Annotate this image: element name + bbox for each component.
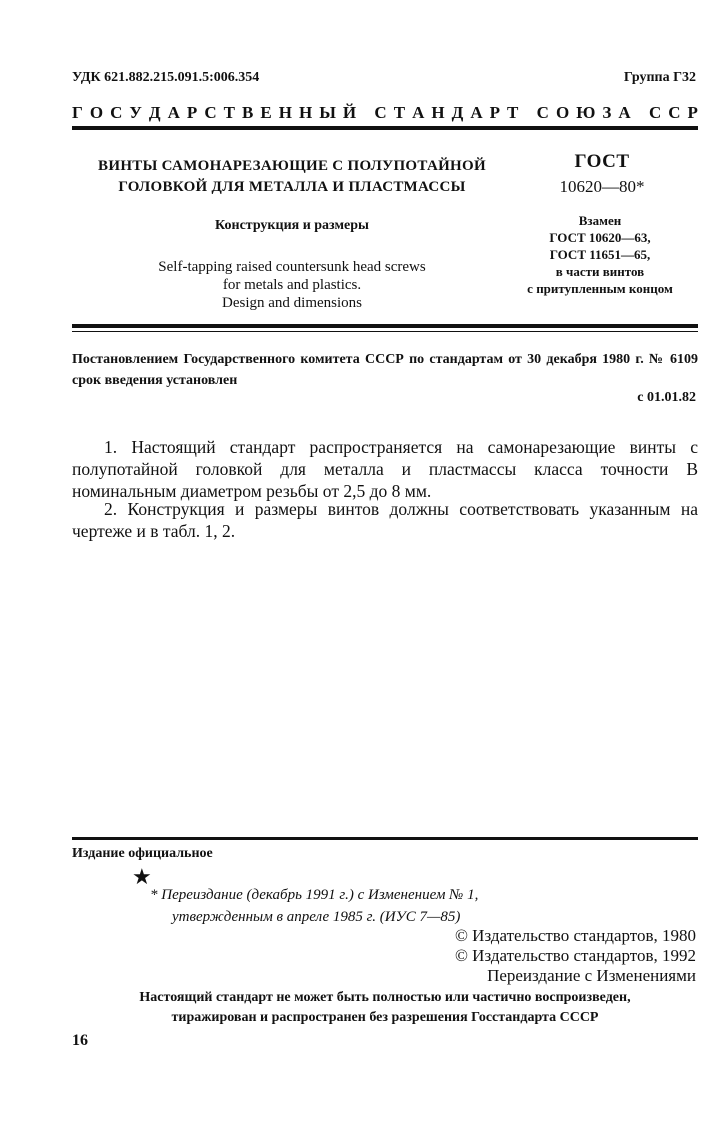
reissue-with-changes: Переиздание с Изменениями [487, 966, 696, 985]
header-rule [72, 126, 698, 130]
heading-letter: А [167, 103, 180, 122]
heading-letter: Н [278, 103, 292, 122]
heading-letter: С [110, 103, 123, 122]
heading-letter: Ю [576, 103, 596, 122]
replaces-block [500, 212, 700, 297]
page-number: 16 [72, 1032, 88, 1049]
heading-letter: Г [72, 103, 83, 122]
gost-label: ГОСТ [574, 151, 630, 172]
heading-letter: Е [260, 103, 272, 122]
replaces-line-1: ГОСТ 10620—63, [549, 230, 651, 245]
english-title-line-2: for metals and plastics. [222, 277, 362, 293]
replaces-line-2: ГОСТ 11651—65, [549, 247, 651, 262]
document-title [72, 156, 512, 198]
heading-letter: Н [298, 103, 313, 122]
heading-letter: Р [186, 103, 198, 122]
heading-letter: Н [431, 103, 445, 122]
heading-letter: А [618, 103, 631, 122]
heading-letter: С [536, 103, 549, 122]
heading-letter: С [374, 103, 387, 122]
title-rule-thin [72, 331, 698, 332]
udk-code: УДК 621.882.215.091.5:006.354 [72, 70, 260, 85]
heading-letter: А [412, 103, 425, 122]
heading-letter: Т [223, 103, 235, 122]
heading-letter: Й [342, 103, 357, 122]
effective-date: с 01.01.82 [637, 390, 696, 405]
footer-rule [72, 837, 698, 840]
reissue-line-2: утвержденным в апреле 1985 г. (ИУС 7—85) [172, 909, 461, 925]
heading-letter: Ы [319, 103, 336, 122]
heading-letter [525, 103, 529, 123]
replaces-line-3: в части винтов [555, 264, 645, 279]
heading-letter [638, 103, 642, 123]
official-edition-label: Издание официальное [72, 846, 213, 861]
star-icon: ★ [132, 864, 152, 889]
group-code: Группа Г32 [623, 70, 696, 85]
state-standard-heading [72, 103, 698, 123]
heading-letter: Т [507, 103, 519, 122]
warning-line-1: Настоящий стандарт не может быть полностью или частично воспроизведен, [139, 990, 631, 1005]
copyright-1980: © Издательство стандартов, 1980 [455, 926, 696, 945]
english-title-line-1: Self-tapping raised countersunk head screws [158, 259, 426, 275]
replaces-label: Взамен [578, 213, 622, 228]
heading-letter: З [602, 103, 612, 122]
reproduction-warning [72, 988, 698, 1028]
warning-line-2: тиражирован и распространен без разрешения Госстандарта СССР [171, 1010, 599, 1025]
heading-letter: С [668, 103, 681, 122]
heading-letter: В [241, 103, 254, 122]
reissue-line-1: * Переиздание (декабрь 1991 г.) с Изменением № 1, [150, 887, 479, 903]
heading-letter: Д [148, 103, 161, 122]
gost-number: 10620—80* [559, 177, 645, 196]
replaces-line-4: с притупленным концом [527, 281, 673, 296]
heading-letter: Р [489, 103, 501, 122]
paragraph-2 [72, 498, 698, 542]
document-subtitle: Конструкция и размеры [215, 218, 369, 233]
title-rule-thick [72, 324, 698, 328]
heading-letter [363, 103, 367, 123]
english-title [92, 258, 492, 312]
heading-letter: У [129, 103, 142, 122]
heading-letter: С [204, 103, 217, 122]
title-line-2: ГОЛОВКОЙ ДЛЯ МЕТАЛЛА И ПЛАСТМАССЫ [118, 179, 466, 195]
decree-text: Постановлением Государственного комитета СССР по стандартам от 30 декабря 1980 г. № 6109 срок введения установлен [72, 352, 698, 388]
paragraph-1 [72, 436, 698, 502]
gost-block [512, 151, 692, 197]
heading-letter: Р [687, 103, 698, 122]
heading-letter: Д [451, 103, 464, 122]
heading-letter: Т [393, 103, 406, 122]
paragraph-2-text: 2. Конструкция и размеры винтов должны соответствовать указанным на чертеже и в табл. 1, 2. [72, 499, 698, 541]
heading-letter: О [89, 103, 104, 122]
title-line-1: ВИНТЫ САМОНАРЕЗАЮЩИЕ С ПОЛУПОТАЙНОЙ [98, 158, 486, 174]
heading-letter: С [648, 103, 662, 122]
heading-letter: О [555, 103, 570, 122]
heading-letter: А [470, 103, 483, 122]
paragraph-1-text: 1. Настоящий стандарт распространяется на самонарезающие винты с полупотайной головкой для металла и пластмассы класса точности В номинальным диаметром резьбы от 2,5 до 8 мм. [72, 437, 698, 501]
copyright-1992: © Издательство стандартов, 1992 [455, 946, 696, 965]
english-title-line-3: Design and dimensions [222, 295, 362, 311]
reissue-note [150, 884, 600, 928]
